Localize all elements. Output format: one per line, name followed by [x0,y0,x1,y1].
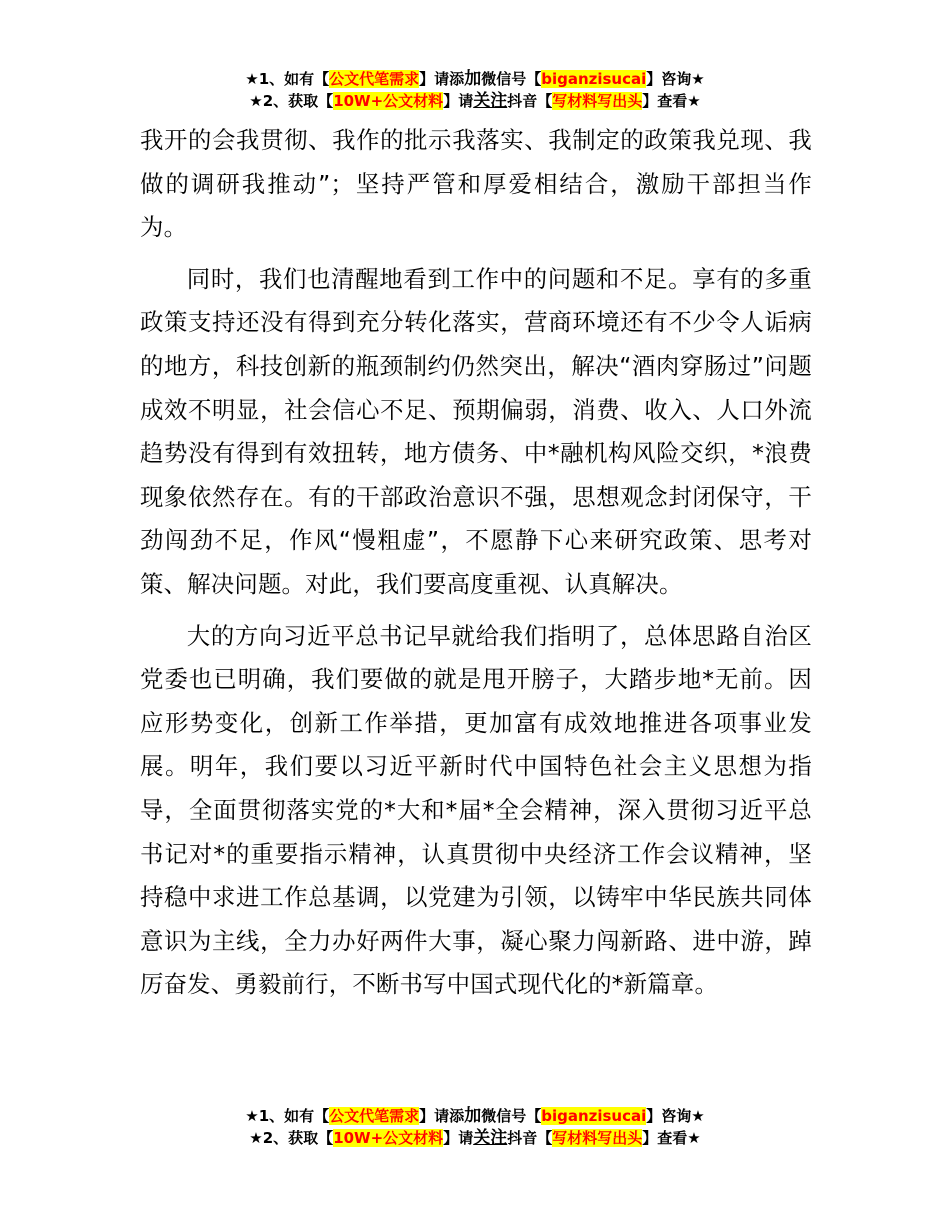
promo-line-1 [0,68,950,90]
promo-line-1-mid: 】请添 [419,70,465,88]
promo-line-2-prefix: ★2、获取【 [249,1129,334,1147]
promo-line-1-mid2: 微信号【 [481,70,542,88]
promo-highlight-douyin: 写材料写出头 [552,1129,643,1147]
bottom-promo-banner [0,1105,950,1149]
promo-highlight-wechat: biganzisucai [541,70,647,88]
promo-line-2-emph: 关注 [473,91,508,111]
promo-line-1-bottom [0,1105,950,1127]
promo-highlight-materials: 10W+公文材料 [333,92,444,110]
promo-line-1-emph: 加 [464,69,482,89]
promo-highlight-wechat: biganzisucai [541,1107,647,1125]
promo-line-1-mid2: 微信号【 [481,1107,542,1125]
promo-highlight-service: 公文代笔需求 [329,1107,420,1125]
promo-line-2-mid: 】请 [443,1129,474,1147]
promo-highlight-service: 公文代笔需求 [329,70,420,88]
document-body [140,119,812,1015]
promo-line-1-mid: 】请添 [419,1107,465,1125]
promo-line-2-suffix: 】查看★ [642,1129,701,1147]
promo-line-1-suffix: 】咨询★ [646,1107,705,1125]
paragraph-continued: 我开的会我贯彻、我作的批示我落实、我制定的政策我兑现、我做的调研我推动”；坚持严管和厚爱相结合，激励干部担当作为。 [140,126,812,242]
promo-line-2-bottom [0,1127,950,1149]
promo-line-2-mid2: 抖音【 [507,1129,553,1147]
promo-line-1-prefix: ★1、如有【 [245,70,330,88]
promo-line-2-prefix: ★2、获取【 [249,92,334,110]
promo-line-1-emph: 加 [464,1106,482,1126]
promo-line-2-suffix: 】查看★ [642,92,701,110]
top-promo-banner [0,68,950,112]
promo-highlight-douyin: 写材料写出头 [552,92,643,110]
promo-line-2-emph: 关注 [473,1128,508,1148]
paragraph-direction: 大的方向习近平总书记早就给我们指明了，总体思路自治区党委也已明确，我们要做的就是甩开膀子，大踏步地*无前。因应形势变化，创新工作举措，更加富有成效地推进各项事业发展。明年，我们要以习近平新时代中国特色社会主义思想为指导，全面贯彻落实党的*大和*届*全会精神，深入贯彻习近平总书记对*的重要指示精神，认真贯彻中央经济工作会议精神，坚持稳中求进工作总基调，以党建为引领，以铸牢中华民族共同体意识为主线，全力办好两件大事，凝心聚力闯新路、进中游，踔厉奋发、勇毅前行，不断书写中国式现代化的*新篇章。 [140,621,812,999]
promo-line-1-prefix: ★1、如有【 [245,1107,330,1125]
promo-line-2-mid: 】请 [443,92,474,110]
promo-line-2 [0,90,950,112]
promo-line-2-mid2: 抖音【 [507,92,553,110]
promo-highlight-materials: 10W+公文材料 [333,1129,444,1147]
paragraph-problems: 同时，我们也清醒地看到工作中的问题和不足。享有的多重政策支持还没有得到充分转化落实，营商环境还有不少令人诟病的地方，科技创新的瓶颈制约仍然突出，解决“酒肉穿肠过”问题成效不明显，社会信心不足、预期偏弱，消费、收入、人口外流趋势没有得到有效扭转，地方债务、中*融机构风险交织，*浪费现象依然存在。有的干部政治意识不强，思想观念封闭保守，干劲闯劲不足，作风“慢粗虚”，不愿静下心来研究政策、思考对策、解决问题。对此，我们要高度重视、认真解决。 [140,264,812,598]
promo-line-1-suffix: 】咨询★ [646,70,705,88]
